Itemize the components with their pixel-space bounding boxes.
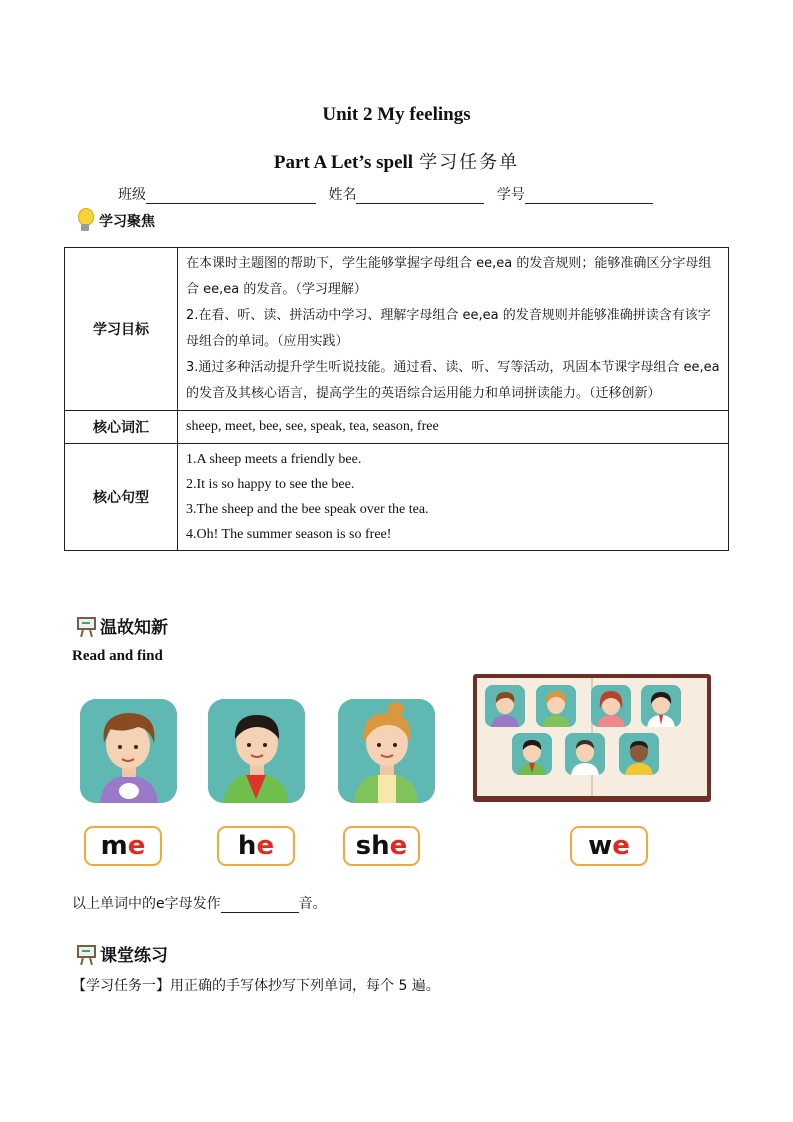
class-photo-book-image [473,674,711,802]
student-info-line [118,184,661,204]
focus-table [64,247,729,551]
table-row [65,444,729,551]
mini-kid-image [641,685,681,727]
table-row [65,248,729,411]
highlight-letter: e [127,831,146,861]
table-row [65,411,729,444]
focus-heading: 学习聚焦 [76,208,155,234]
subtitle-cn: 学习任务单 [419,152,520,173]
mini-kid-image [536,685,576,727]
word-card-she: she [343,826,420,866]
row-label: 核心词汇 [65,411,178,444]
number-label: 学号 [496,187,525,203]
page-title: Unit 2 My feelings [322,104,471,125]
mini-kid-image [565,733,605,775]
word-card-he: he [217,826,295,866]
sentence-line: 3.The sheep and the bee speak over the tea. [186,502,429,517]
sentence-line: 1.A sheep meets a friendly bee. [186,452,362,467]
sentence-line: 2.It is so happy to see the bee. [186,477,355,492]
vocab-line: sheep, meet, bee, see, speak, tea, season, free [178,411,729,444]
easel-icon [76,615,98,637]
task-instruction: 【学习任务一】用正确的手写体抄写下列单词，每个 5 遍。 [72,978,440,994]
lightbulb-icon [76,208,94,234]
row-label: 学习目标 [65,248,178,411]
goal-line: 3.通过多种活动提升学生听说技能。通过看、读、听、写等活动，巩固本节课字母组合 ee,ea 的发音及其核心语言，提高学生的英语综合运用能力和单词拼读能力。（迁移创新） [186,360,720,401]
boy-curly-hair-image [80,699,177,803]
answer-blank[interactable] [221,898,299,913]
easel-icon [76,943,98,965]
practice-heading: 课堂练习 [76,941,168,966]
highlight-letter: e [389,831,408,861]
review-heading: 温故知新 [76,613,168,638]
word-card-me: me [84,826,162,866]
word-card-we: we [570,826,648,866]
subtitle-en: Part A Let’s spell [273,152,414,173]
class-field[interactable] [146,189,316,204]
number-field[interactable] [525,189,653,204]
mini-kid-image [512,733,552,775]
row-content [178,444,729,551]
name-field[interactable] [356,189,484,204]
read-and-find-label: Read and find [72,648,163,664]
name-label: 姓名 [328,187,357,203]
row-content [178,248,729,411]
row-label: 核心句型 [65,444,178,551]
class-label: 班级 [118,187,146,203]
girl-ponytail-image [338,699,435,803]
highlight-letter: e [612,831,630,861]
goal-line: 2.在看、听、读、拼活动中学习、理解字母组合 ee,ea 的发音规则并能够准确拼读含有该字母组合的单词。（应用实践） [186,308,711,349]
mini-kid-image [591,685,631,727]
mini-kid-image [619,733,659,775]
page-subtitle [0,148,793,174]
fill-in-sentence: 以上单词中的e字母发作 音。 [72,896,327,912]
highlight-letter: e [256,831,275,861]
sentence-line: 4.Oh! The summer season is so free! [186,527,392,542]
goal-line: 在本课时主题图的帮助下，学生能够掌握字母组合 ee,ea 的发音规则；能够准确区分字母组合 ee,ea 的发音。（学习理解） [186,256,712,297]
boy-red-scarf-image [208,699,305,803]
mini-kid-image [485,685,525,727]
